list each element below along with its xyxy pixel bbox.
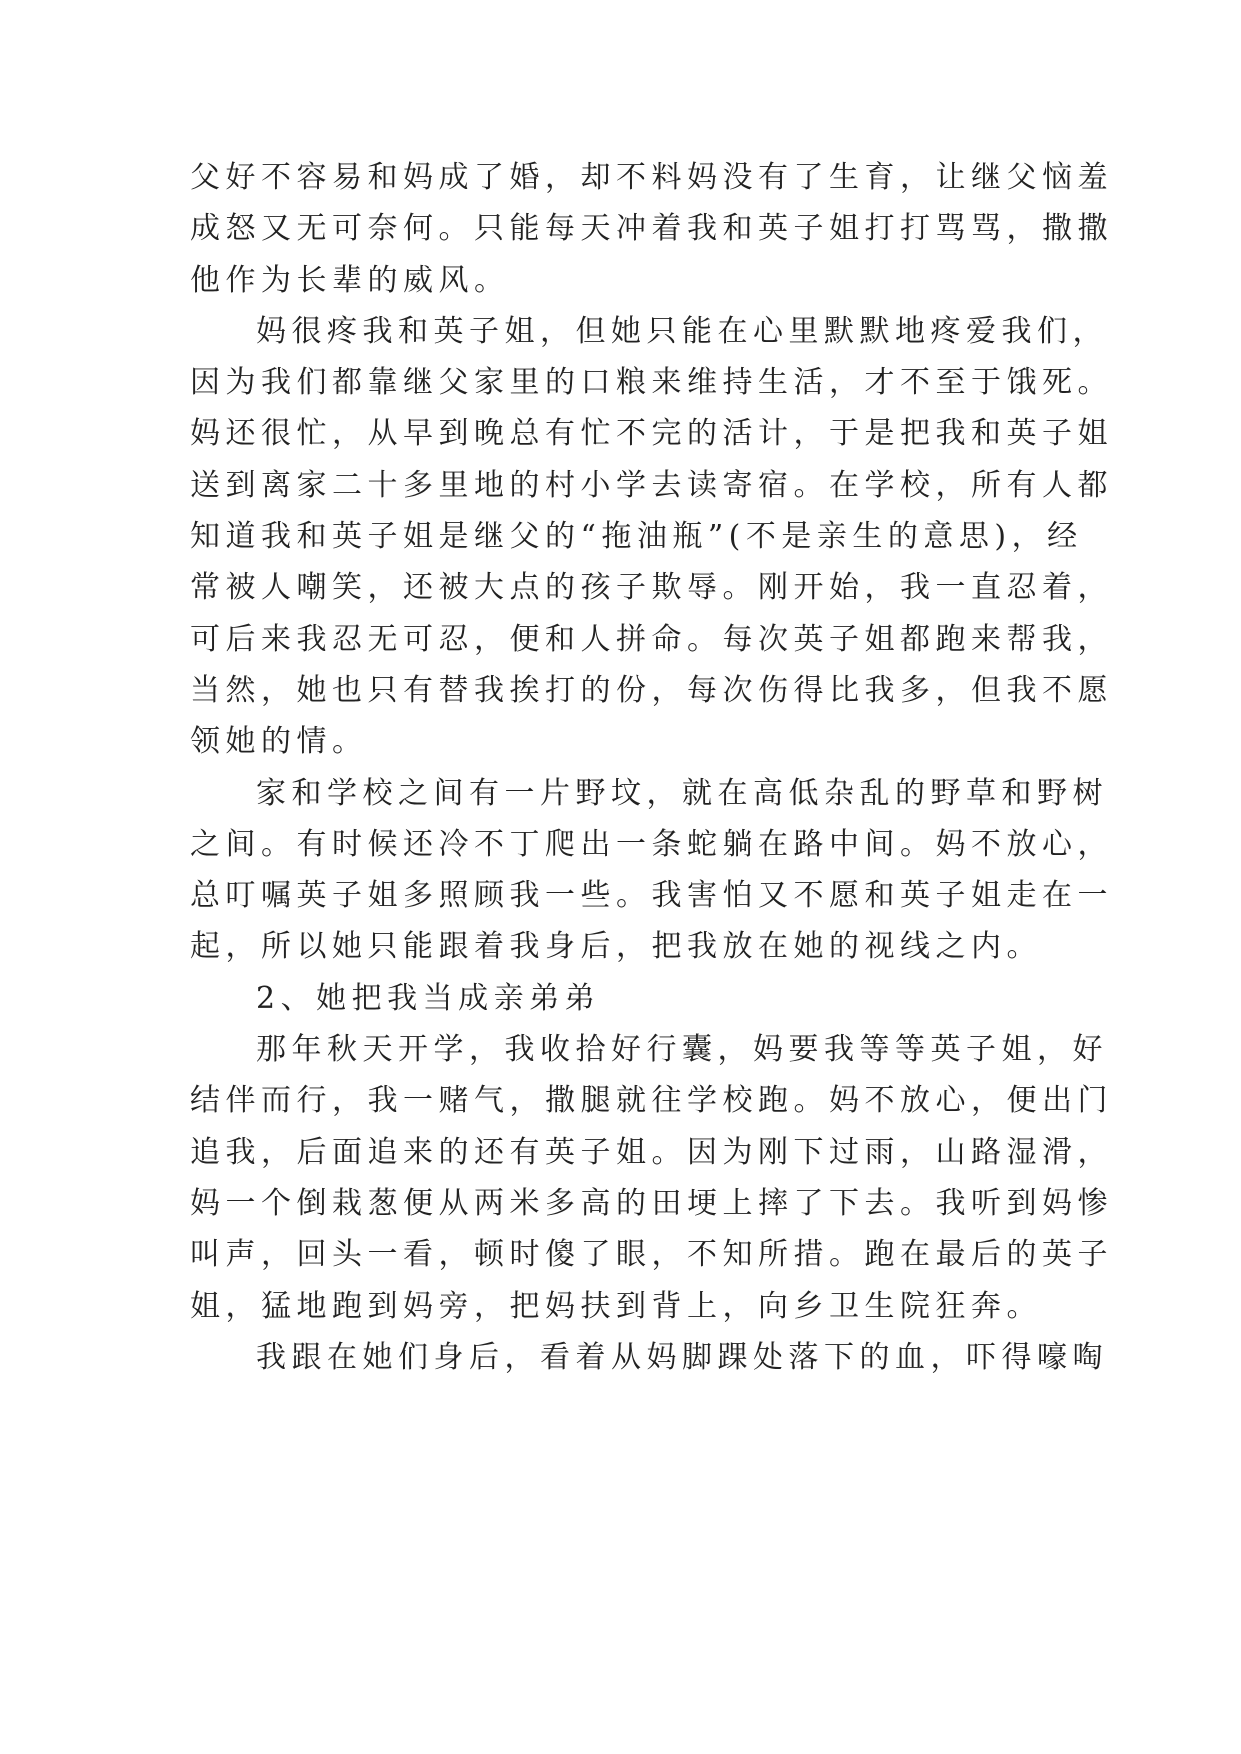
text-line: 妈一个倒栽葱便从两米多高的田埂上摔了下去。我听到妈惨: [190, 1185, 1113, 1221]
text-line: 妈还很忙，从早到晚总有忙不完的活计，于是把我和英子姐: [190, 416, 1113, 452]
text-line: 起，所以她只能跟着我身后，把我放在她的视线之内。: [190, 929, 1042, 965]
text-line: 因为我们都靠继父家里的口粮来维持生活，才不至于饿死。: [190, 365, 1113, 401]
text-line: 知道我和英子姐是继父的“拖油瓶”(不是亲生的意思)，经: [190, 519, 1083, 555]
text-line: 我跟在她们身后，看着从妈脚踝处落下的血，吓得嚎啕: [256, 1339, 1108, 1375]
paragraph-2: [190, 306, 1113, 768]
text-line: 总叮嘱英子姐多照顾我一些。我害怕又不愿和英子姐走在一: [190, 878, 1113, 914]
text-line: 之间。有时候还冷不丁爬出一条蛇躺在路中间。妈不放心，: [190, 826, 1113, 862]
text-line: 父好不容易和妈成了婚，却不料妈没有了生育，让继父恼羞: [190, 160, 1113, 195]
section-heading: [190, 973, 1070, 1024]
paragraph-5: [190, 1332, 1108, 1383]
text-line: 当然，她也只有替我挨打的份，每次伤得比我多，但我不愿: [190, 672, 1113, 708]
text-line: 姐，猛地跑到妈旁，把妈扶到背上，向乡卫生院狂奔。: [190, 1288, 1042, 1324]
text-line: 妈很疼我和英子姐，但她只能在心里默默地疼爱我们，: [256, 313, 1108, 349]
paragraph-1: [190, 152, 1113, 306]
text-line: 成怒又无可奈何。只能每天冲着我和英子姐打打骂骂，撒撒: [190, 211, 1113, 247]
text-line: 送到离家二十多里地的村小学去读寄宿。在学校，所有人都: [190, 467, 1113, 503]
text-line: 可后来我忍无可忍，便和人拼命。每次英子姐都跑来帮我，: [190, 621, 1113, 657]
text-line: 常被人嘲笑，还被大点的孩子欺辱。刚开始，我一直忍着，: [190, 570, 1113, 606]
text-line: 家和学校之间有一片野坟，就在高低杂乱的野草和野树: [256, 775, 1108, 811]
text-line: 他作为长辈的威风。: [190, 262, 510, 298]
text-line: 结伴而行，我一赌气，撒腿就往学校跑。妈不放心，便出门: [190, 1083, 1113, 1119]
section-heading-text: 2、她把我当成亲弟弟: [256, 980, 601, 1016]
paragraph-4: [190, 1024, 1113, 1332]
text-line: 领她的情。: [190, 724, 368, 760]
text-line: 追我，后面追来的还有英子姐。因为刚下过雨，山路湿滑，: [190, 1134, 1113, 1170]
text-line: 叫声，回头一看，顿时傻了眼，不知所措。跑在最后的英子: [190, 1237, 1113, 1273]
paragraph-3: [190, 768, 1113, 973]
document-page: [190, 152, 1113, 1383]
text-line: 那年秋天开学，我收拾好行囊，妈要我等等英子姐，好: [256, 1032, 1108, 1068]
